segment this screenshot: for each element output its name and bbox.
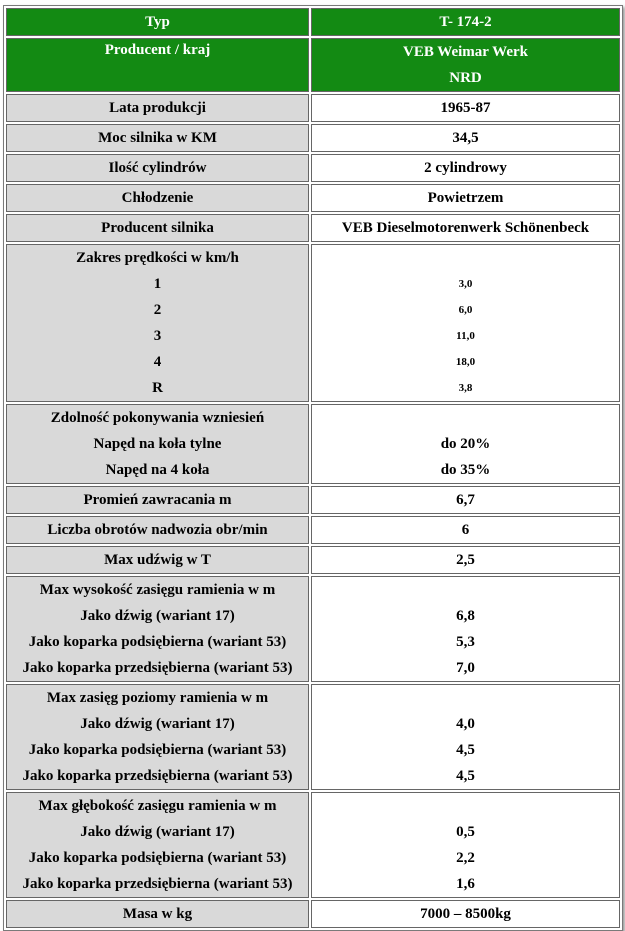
speed-gear-4: 4 [153, 354, 162, 370]
masa-value: 7000 – 8500kg [311, 900, 620, 928]
udzwig-label: Max udźwig w T [6, 546, 309, 574]
row-udzwig [6, 546, 620, 574]
row-cylindry [6, 154, 620, 182]
reach-horizontal-label-shovel: Jako koparka przedsiębierna (wariant 53) [22, 768, 293, 784]
header-row-typ [6, 8, 620, 36]
reach-depth-label-backhoe: Jako koparka podsiębierna (wariant 53) [28, 850, 287, 866]
producent-silnika-value: VEB Dieselmotorenwerk Schönenbeck [311, 214, 620, 242]
speed-gear-2: 2 [153, 302, 162, 318]
obroty-label: Liczba obrotów nadwozia obr/min [6, 516, 309, 544]
row-reach-height [6, 576, 620, 682]
row-chlodzenie [6, 184, 620, 212]
climb-values [311, 404, 620, 484]
reach-height-value-crane: 6,8 [456, 608, 475, 624]
reach-height-label-backhoe: Jako koparka podsiębierna (wariant 53) [28, 634, 287, 650]
reach-height-values [311, 576, 620, 682]
row-reach-horizontal [6, 684, 620, 790]
typ-value: T- 174-2 [311, 8, 620, 36]
speed-gear-r: R [152, 380, 163, 396]
row-producent-silnika [6, 214, 620, 242]
reach-height-label-crane: Jako dźwig (wariant 17) [80, 608, 235, 624]
cylindry-label: Ilość cylindrów [6, 154, 309, 182]
speed-value-2: 6,0 [458, 304, 473, 316]
reach-height-labels [6, 576, 309, 682]
masa-label: Masa w kg [6, 900, 309, 928]
chlodzenie-label: Chłodzenie [6, 184, 309, 212]
reach-horizontal-values [311, 684, 620, 790]
reach-height-value-shovel: 7,0 [456, 660, 475, 676]
row-climb [6, 404, 620, 484]
reach-horizontal-labels [6, 684, 309, 790]
speed-value-3: 11,0 [456, 330, 475, 342]
promien-label: Promień zawracania m [6, 486, 309, 514]
producer-label-text: Producent / kraj [104, 42, 211, 58]
moc-label: Moc silnika w KM [6, 124, 309, 152]
chlodzenie-value: Powietrzem [311, 184, 620, 212]
speed-labels [6, 244, 309, 402]
reach-depth-label-shovel: Jako koparka przedsiębierna (wariant 53) [22, 876, 293, 892]
climb-value-4wd: do 35% [440, 462, 491, 478]
speed-value-4: 18,0 [455, 356, 476, 368]
reach-depth-values [311, 792, 620, 898]
row-speed [6, 244, 620, 402]
reach-horizontal-title: Max zasięg poziomy ramienia w m [46, 690, 269, 706]
speed-gear-3: 3 [153, 328, 162, 344]
reach-horizontal-label-crane: Jako dźwig (wariant 17) [80, 716, 235, 732]
lata-value: 1965-87 [311, 94, 620, 122]
row-reach-depth [6, 792, 620, 898]
row-promien [6, 486, 620, 514]
row-moc [6, 124, 620, 152]
row-lata [6, 94, 620, 122]
udzwig-value: 2,5 [311, 546, 620, 574]
row-masa [6, 900, 620, 928]
climb-value-rear: do 20% [440, 436, 491, 452]
moc-value: 34,5 [311, 124, 620, 152]
speed-gear-1: 1 [153, 276, 162, 292]
reach-horizontal-value-backhoe: 4,5 [456, 742, 475, 758]
speed-value-r: 3,8 [458, 382, 473, 394]
typ-label: Typ [6, 8, 309, 36]
reach-horizontal-label-backhoe: Jako koparka podsiębierna (wariant 53) [28, 742, 287, 758]
speed-value-1: 3,0 [458, 278, 473, 290]
climb-title: Zdolność pokonywania wzniesień [50, 410, 265, 426]
reach-depth-value-backhoe: 2,2 [456, 850, 475, 866]
header-row-producer [6, 38, 620, 92]
reach-horizontal-value-crane: 4,0 [456, 716, 475, 732]
producer-value-line-2: NRD [449, 70, 482, 86]
lata-label: Lata produkcji [6, 94, 309, 122]
obroty-value: 6 [311, 516, 620, 544]
reach-depth-value-crane: 0,5 [456, 824, 475, 840]
reach-height-label-shovel: Jako koparka przedsiębierna (wariant 53) [22, 660, 293, 676]
climb-labels [6, 404, 309, 484]
reach-height-value-backhoe: 5,3 [456, 634, 475, 650]
producer-value [311, 38, 620, 92]
climb-label-4wd: Napęd na 4 koła [105, 462, 210, 478]
spec-table [3, 5, 623, 931]
producer-value-line-1: VEB Weimar Werk [402, 44, 528, 60]
reach-depth-label-crane: Jako dźwig (wariant 17) [80, 824, 235, 840]
climb-label-rear: Napęd na koła tylne [93, 436, 222, 452]
reach-depth-value-shovel: 1,6 [456, 876, 475, 892]
row-obroty [6, 516, 620, 544]
speed-values [311, 244, 620, 402]
reach-depth-title: Max głębokość zasięgu ramienia w m [38, 798, 277, 814]
producer-label [6, 38, 309, 92]
cylindry-value: 2 cylindrowy [311, 154, 620, 182]
producent-silnika-label: Producent silnika [6, 214, 309, 242]
speed-title: Zakres prędkości w km/h [76, 250, 239, 266]
reach-height-title: Max wysokość zasięgu ramienia w m [39, 582, 276, 598]
reach-horizontal-value-shovel: 4,5 [456, 768, 475, 784]
reach-depth-labels [6, 792, 309, 898]
promien-value: 6,7 [311, 486, 620, 514]
